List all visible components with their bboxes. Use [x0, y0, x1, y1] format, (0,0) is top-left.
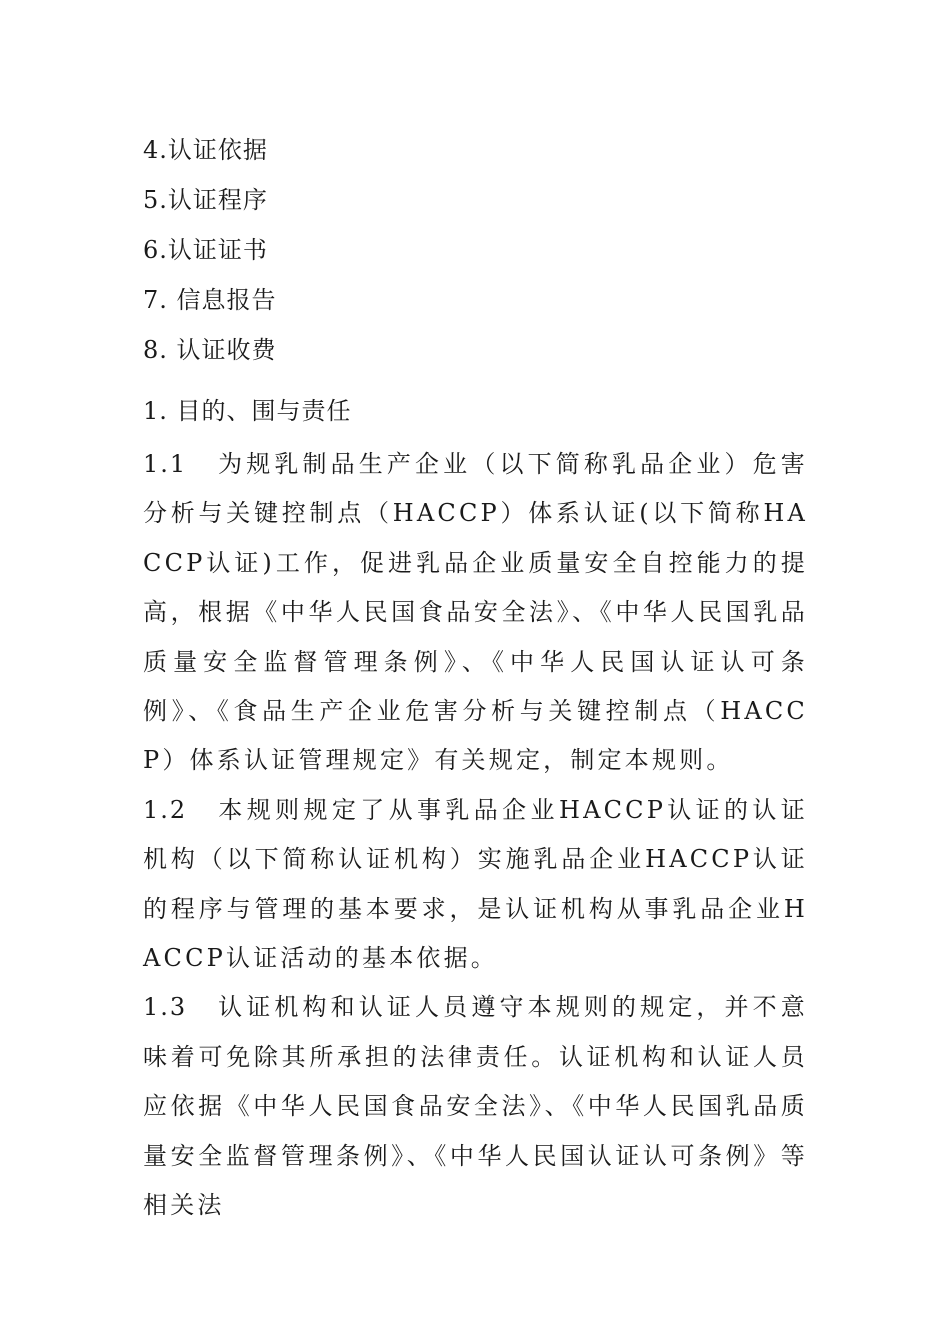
paragraph-text: 本规则规定了从事乳品企业HACCP认证的认证机构（以下简称认证机构）实施乳品企业HACCP认证的程序与管理的基本要求，是认证机构从事乳品企业HACCP认证活动的基本依据。: [143, 795, 808, 973]
section-heading: 1. 目的、围与责任: [143, 397, 352, 425]
paragraph-1-2: [143, 786, 808, 984]
paragraph-1-1: [143, 440, 808, 786]
paragraph-number: 1.2: [143, 795, 188, 824]
paragraph-text: 认证机构和认证人员遵守本规则的规定，并不意味着可免除其所承担的法律责任。认证机构和认证人员应依据《中华人民国食品安全法》、《中华人民国乳品质量安全监督管理条例》、《中华人民国认证认可条例》等相关法: [143, 993, 808, 1220]
toc-item-7: 7. 信息报告: [143, 286, 277, 314]
paragraph-1-3: [143, 983, 808, 1230]
paragraph-number: 1.3: [143, 993, 188, 1022]
section-body: [143, 390, 808, 1231]
toc-item-5: 5.认证程序: [143, 186, 268, 214]
toc-item-6: 6.认证证书: [143, 236, 268, 264]
paragraph-text: 为规乳制品生产企业（以下简称乳品企业）危害分析与关键控制点（HACCP）体系认证(以下简称HACCP认证)工作，促进乳品企业质量安全自控能力的提高，根据《中华人民国食品安全法》、《中华人民国乳品质量安全监督管理条例》、《中华人民国认证认可条例》、《食品生产企业危害分析与关键控制点（HACCP）体系认证管理规定》有关规定，制定本规则。: [143, 450, 808, 775]
toc-item-8: 8. 认证收费: [143, 336, 277, 364]
table-of-contents: [143, 128, 823, 378]
paragraph-number: 1.1: [143, 450, 188, 478]
toc-item-4: 4.认证依据: [143, 136, 268, 164]
